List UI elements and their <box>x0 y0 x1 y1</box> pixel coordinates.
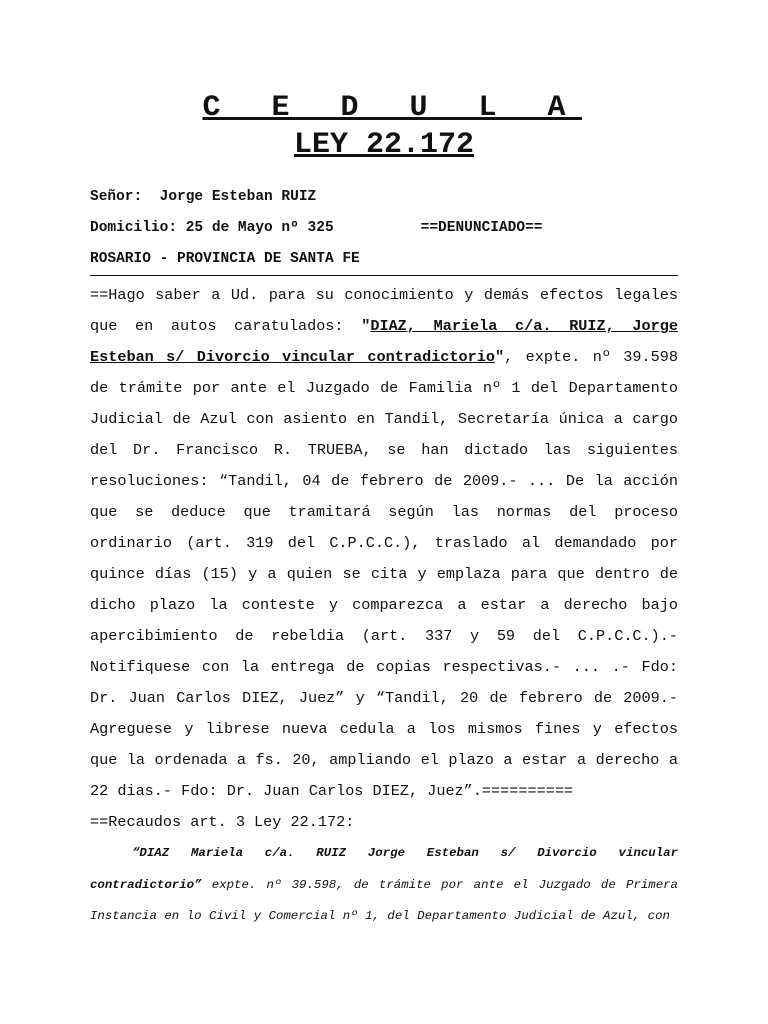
document-title: C E D U L A <box>202 91 583 125</box>
caratula-open-quote: " <box>361 317 371 335</box>
case-caption: DIAZ, Mariela c/a. RUIZ, Jorge Esteban s/ Divorcio vincular contradictorio <box>90 317 679 366</box>
denunciado-tag: ==DENUNCIADO== <box>420 220 543 236</box>
recaudos-paragraph <box>90 838 678 933</box>
city-line: ROSARIO - PROVINCIA DE SANTA FE <box>90 251 360 267</box>
notification-body <box>90 280 678 807</box>
recipient-line: Señor: Jorge Esteban RUIZ <box>90 189 317 205</box>
recaudos-caption: “DIAZ Mariela c/a. RUIZ Jorge Esteban s/ Divorcio vincular contradictorio” <box>90 846 678 892</box>
caratula-close-quote: " <box>495 348 505 366</box>
body-intro: ==Hago saber a Ud. para su conocimiento y demás efectos legales que en autos caratulados: <box>90 286 678 335</box>
address-line <box>90 213 678 244</box>
recaudos-text: expte. nº 39.598, de trámite por ante el Juzgado de Primera Instancia en lo Civil y Comercial nº 1, del Departamento Judicial de Azul, con <box>90 877 678 923</box>
body-rest: , expte. nº 39.598 de trámite por ante el Juzgado de Familia nº 1 del Departamento Judicial de Azul con asiento en Tandil, Secretaría única a cargo del Dr. Francisco R. TRUEBA, se han dictado las siguientes resoluciones: “Tandil, 04 de febrero de 2009.- ... De la acción que se deduce que tramitará según las normas del proceso ordinario (art. 319 del C.P.C.C.), traslado al demandado por quince días (15) y a quien se cita y emplaza para que dentro de dicho plazo la conteste y comparezca a estar a derecho bajo apercibimiento de rebeldia (art. 337 y 59 del C.P.C.C.).- Notifiquese con la entrega de copias respectivas.- ... .- Fdo: Dr. Juan Carlos DIEZ, Juez” y “Tandil, 20 de febrero de 2009.- Agreguese y librese nueva cedula a los mismos fines y efectos que la ordenada a fs. 20, ampliando el plazo a estar a derecho a 22 dias.- Fdo: Dr. Juan Carlos DIEZ, Juez”.========== <box>90 348 678 800</box>
cedula-document <box>90 90 678 933</box>
address-text: Domicilio: 25 de Mayo nº 325 <box>90 220 334 236</box>
header-divider <box>90 275 678 276</box>
recaudos-heading: ==Recaudos art. 3 Ley 22.172: <box>90 813 355 831</box>
law-subtitle: LEY 22.172 <box>293 128 475 162</box>
